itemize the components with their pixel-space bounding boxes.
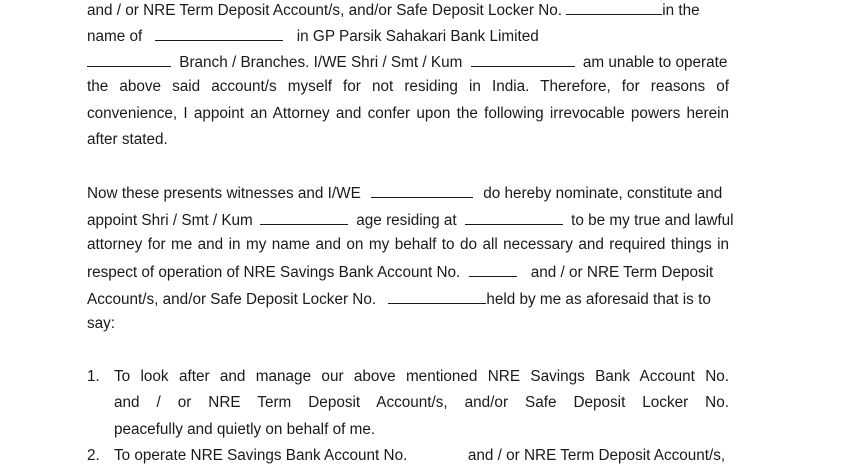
para1-text: in the [662,2,700,19]
para2-line3: attorney for me and in my name and on my behalf to do all necessary and required things in [87,236,729,253]
account-holder-name-blank[interactable] [155,26,283,41]
branch-name-blank[interactable] [87,52,171,67]
para1-line2 [87,26,729,46]
para1-line6: after stated. [87,131,168,148]
para1-text: name of [87,28,143,45]
para1-text: Branch / Branches. I/WE Shri / Smt / Kum [179,54,463,71]
holder-name-blank[interactable] [471,52,575,67]
para2-text: do hereby nominate, constitute and [483,185,723,202]
para2-text: Account/s, and/or Safe Deposit Locker No. [87,291,377,308]
para2-line4 [87,262,729,282]
para2-line1 [87,183,729,203]
list-text: To operate NRE Savings Bank Account No. [114,447,408,464]
list-item-2-line1 [114,447,729,465]
locker-number-blank[interactable] [566,0,662,15]
para2-text: and / or NRE Term Deposit [530,264,714,281]
locker-number-blank-2[interactable] [388,289,486,304]
principal-name-blank[interactable] [371,183,473,198]
list-text: and / or NRE Term Deposit Account/s, [467,447,726,464]
para1-text: am unable to operate [582,54,728,71]
attorney-name-blank[interactable] [260,210,348,225]
para2-text: held by me as aforesaid that is to [486,291,711,308]
para1-line5: convenience, I appoint an Attorney and confer upon the following irrevocable powers herein [87,105,729,122]
list-item-1-line3: peacefully and quietly on behalf of me. [114,421,376,438]
para2-line6: say: [87,315,116,332]
list-item-1-line1: To look after and manage our above mentioned NRE Savings Bank Account No. [114,368,729,385]
list-item-2-number: 2. [87,447,100,464]
attorney-address-blank[interactable] [465,210,563,225]
para2-text: appoint Shri / Smt / Kum [87,212,253,229]
para1-line1 [87,0,729,20]
para1-text: in GP Parsik Sahakari Bank Limited [296,28,539,45]
para2-line2 [87,210,734,230]
savings-account-number-blank[interactable] [469,262,517,277]
para1-line4: the above said account/s myself for not residing in India. Therefore, for reasons of [87,78,729,95]
para2-text: to be my true and lawful [571,212,734,229]
para2-text: age residing at [356,212,457,229]
para2-line5 [87,289,729,309]
para2-text: Now these presents witnesses and I/WE [87,185,361,202]
para1-line3 [87,52,729,72]
list-item-1-number: 1. [87,368,100,385]
list-item-1-line2: and / or NRE Term Deposit Account/s, and/or Safe Deposit Locker No. [114,394,729,411]
para2-text: respect of operation of NRE Savings Bank Account No. [87,264,461,281]
para1-text: and / or NRE Term Deposit Account/s, and/or Safe Deposit Locker No. [87,2,563,19]
